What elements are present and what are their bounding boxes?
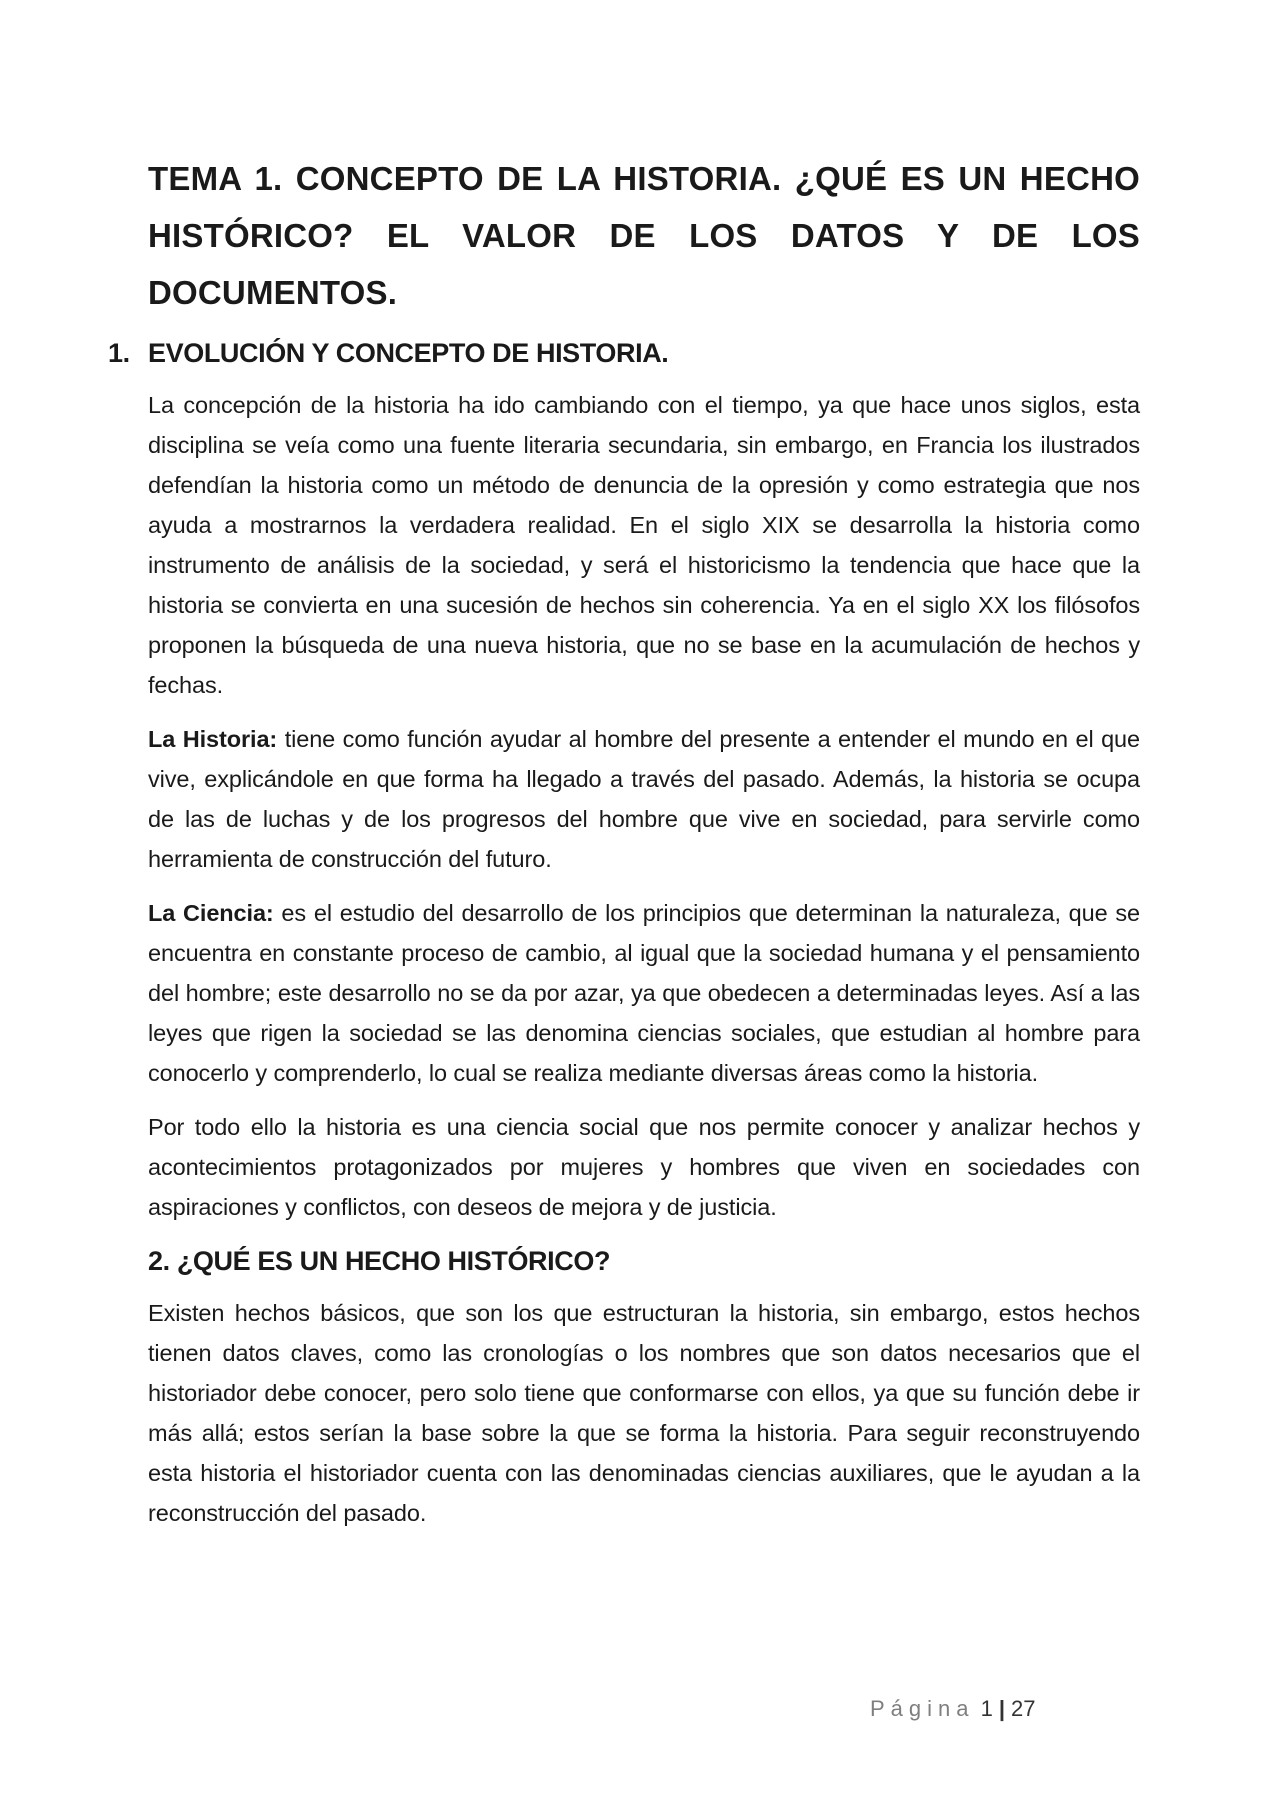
section-2-heading: 2. ¿QUÉ ES UN HECHO HISTÓRICO? xyxy=(148,1246,611,1276)
footer-page-word: Página xyxy=(870,1696,975,1721)
footer-separator: | xyxy=(998,1696,1006,1721)
paragraph-la-historia xyxy=(148,719,1140,879)
term-la-historia: La Historia: xyxy=(148,726,278,752)
section-1-heading xyxy=(108,333,1140,373)
paragraph-hecho-historico: Existen hechos básicos, que son los que estructuran la historia, sin embargo, estos hechos tienen datos claves, como las cronologías o los nombres que son datos necesarios que el historiador debe conocer, pero solo tiene que conformarse con ellos, ya que su función debe ir más allá; estos serían la base sobre la que se forma la historia. Para seguir reconstruyendo esta historia el historiador cuenta con las denominadas ciencias auxiliares, que le ayudan a la reconstrucción del pasado. xyxy=(148,1300,1140,1526)
paragraph-la-ciencia xyxy=(148,893,1140,1093)
paragraph-conclusion: Por todo ello la historia es una ciencia social que nos permite conocer y analizar hechos y acontecimientos protagonizados por mujeres y hombres que viven en sociedades con aspiraciones y conflictos, con deseos de mejora y de justicia. xyxy=(148,1114,1140,1220)
footer-page-total: 27 xyxy=(1011,1696,1036,1721)
footer-page-current: 1 xyxy=(980,1696,993,1721)
definition-la-ciencia: es el estudio del desarrollo de los principios que determinan la naturaleza, que se encuentra en constante proceso de cambio, al igual que la sociedad humana y el pensamiento del hombre; este desarrollo no se da por azar, ya que obedecen a determinadas leyes. Así a las leyes que rigen la sociedad se las denomina ciencias sociales, que estudian al hombre para conocerlo y comprenderlo, lo cual se realiza mediante diversas áreas como la historia. xyxy=(148,900,1140,1086)
document-title: TEMA 1. CONCEPTO DE LA HISTORIA. ¿QUÉ ES UN HECHO HISTÓRICO? EL VALOR DE LOS DATOS Y DE LOS DOCUMENTOS. xyxy=(148,160,1140,311)
page-footer xyxy=(870,1694,1036,1724)
paragraph-evolucion: La concepción de la historia ha ido cambiando con el tiempo, ya que hace unos siglos, esta disciplina se veía como una fuente literaria secundaria, sin embargo, en Francia los ilustrados defendían la historia como un método de denuncia de la opresión y como estrategia que nos ayuda a mostrarnos la verdadera realidad. En el siglo XIX se desarrolla la historia como instrumento de análisis de la sociedad, y será el historicismo la tendencia que hace que la historia se convierta en una sucesión de hechos sin coherencia. Ya en el siglo XX los filósofos proponen la búsqueda de una nueva historia, que no se base en la acumulación de hechos y fechas. xyxy=(148,392,1140,698)
page-content xyxy=(108,150,1140,1547)
term-la-ciencia: La Ciencia: xyxy=(148,900,274,926)
definition-la-historia: tiene como función ayudar al hombre del presente a entender el mundo en el que vive, explicándole en que forma ha llegado a través del pasado. Además, la historia se ocupa de las de luchas y de los progresos del hombre que vive en sociedad, para servirle como herramienta de construcción del futuro. xyxy=(148,726,1140,872)
section-1-number: 1. xyxy=(108,338,130,368)
section-1-title: EVOLUCIÓN Y CONCEPTO DE HISTORIA. xyxy=(148,338,669,368)
